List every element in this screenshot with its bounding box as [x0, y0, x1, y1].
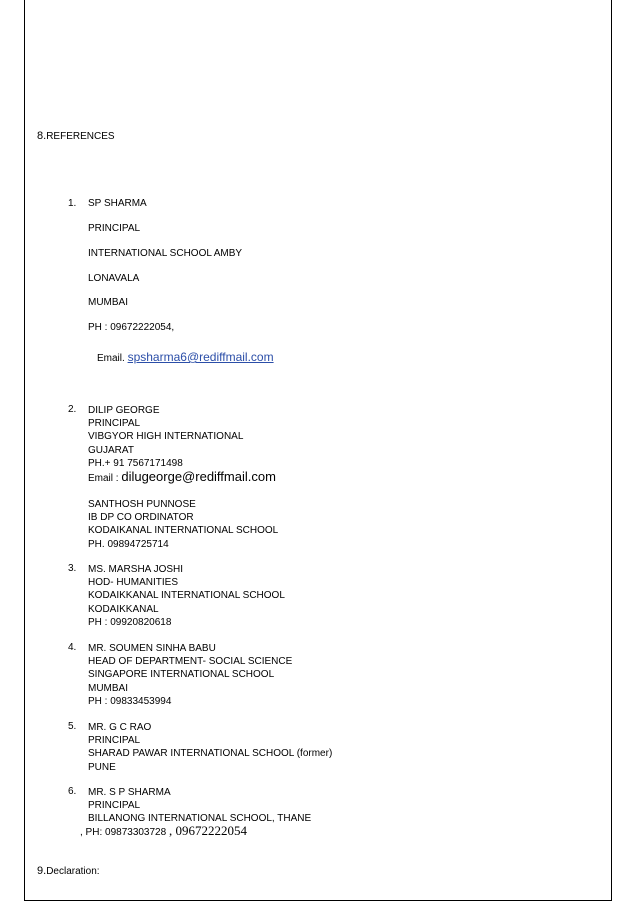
reference-phone: PH : 09833453994 — [88, 695, 172, 707]
reference-role: IB DP CO ORDINATOR — [88, 512, 194, 524]
reference-phone: , PH: 09873303728 — [80, 827, 167, 838]
list-number: 4. — [68, 642, 77, 653]
reference-name: MR. G C RAO — [88, 722, 152, 733]
reference-name: SP SHARMA — [88, 198, 147, 209]
list-number: 5. — [68, 721, 77, 732]
reference-city: KODAIKKANAL — [88, 603, 159, 615]
reference-email-line — [97, 351, 274, 365]
reference-org: VIBGYOR HIGH INTERNATIONAL — [88, 431, 244, 443]
reference-role: PRINCIPAL — [88, 418, 141, 430]
reference-org: KODAIKANAL INTERNATIONAL SCHOOL — [88, 525, 279, 537]
reference-email-line — [88, 470, 276, 485]
email-text: dilugeorge@rediffmail.com — [121, 469, 276, 485]
list-number: 3. — [68, 563, 77, 574]
reference-city: LONAVALA — [88, 273, 140, 284]
reference-name: MR. S P SHARMA — [88, 787, 171, 798]
reference-phone-line — [80, 825, 247, 839]
reference-role: PRINCIPAL — [88, 735, 141, 747]
reference-region: MUMBAI — [88, 297, 128, 308]
email-label: Email : — [88, 473, 119, 485]
section-references — [37, 130, 115, 143]
reference-city: PUNE — [88, 761, 116, 773]
reference-phone-alt: , 09672222054 — [168, 823, 247, 838]
reference-name: MS. MARSHA JOSHI — [88, 564, 184, 575]
reference-org: KODAIKKANAL INTERNATIONAL SCHOOL — [88, 590, 285, 602]
reference-role: PRINCIPAL — [88, 223, 141, 234]
list-number: 1. — [68, 198, 77, 209]
reference-block — [88, 498, 278, 551]
reference-org: SINGAPORE INTERNATIONAL SCHOOL — [88, 669, 275, 681]
reference-phone: PH : 09672222054, — [88, 322, 175, 333]
reference-role: HEAD OF DEPARTMENT- SOCIAL SCIENCE — [88, 656, 293, 668]
reference-role: PRINCIPAL — [88, 800, 141, 812]
reference-region: GUJARAT — [88, 444, 134, 456]
section-number: 8. — [37, 130, 47, 142]
section-declaration — [37, 865, 100, 878]
reference-name: MR. SOUMEN SINHA BABU — [88, 643, 216, 654]
section-title: REFERENCES — [46, 131, 115, 142]
reference-phone: PH. 09894725714 — [88, 538, 169, 550]
reference-org: BILLANONG INTERNATIONAL SCHOOL, THANE — [88, 813, 312, 825]
email-link[interactable]: spsharma6@rediffmail.com — [127, 350, 274, 364]
reference-block — [88, 404, 276, 485]
reference-name: DILIP GEORGE — [88, 405, 160, 416]
section-title: Declaration: — [46, 866, 100, 877]
list-number: 2. — [68, 404, 77, 415]
reference-block — [88, 563, 285, 629]
email-label: Email. — [97, 353, 125, 364]
reference-name: SANTHOSH PUNNOSE — [88, 499, 196, 510]
reference-org: INTERNATIONAL SCHOOL AMBY — [88, 248, 243, 259]
reference-org: SHARAD PAWAR INTERNATIONAL SCHOOL (former) — [88, 748, 333, 760]
reference-block — [88, 786, 311, 826]
reference-city: MUMBAI — [88, 682, 128, 694]
reference-block — [88, 642, 292, 708]
reference-phone: PH : 09920820618 — [88, 616, 172, 628]
reference-block — [88, 721, 332, 774]
reference-role: HOD- HUMANITIES — [88, 577, 178, 589]
reference-phone: PH.+ 91 7567171498 — [88, 457, 183, 469]
section-number: 9. — [37, 865, 47, 877]
list-number: 6. — [68, 786, 77, 797]
